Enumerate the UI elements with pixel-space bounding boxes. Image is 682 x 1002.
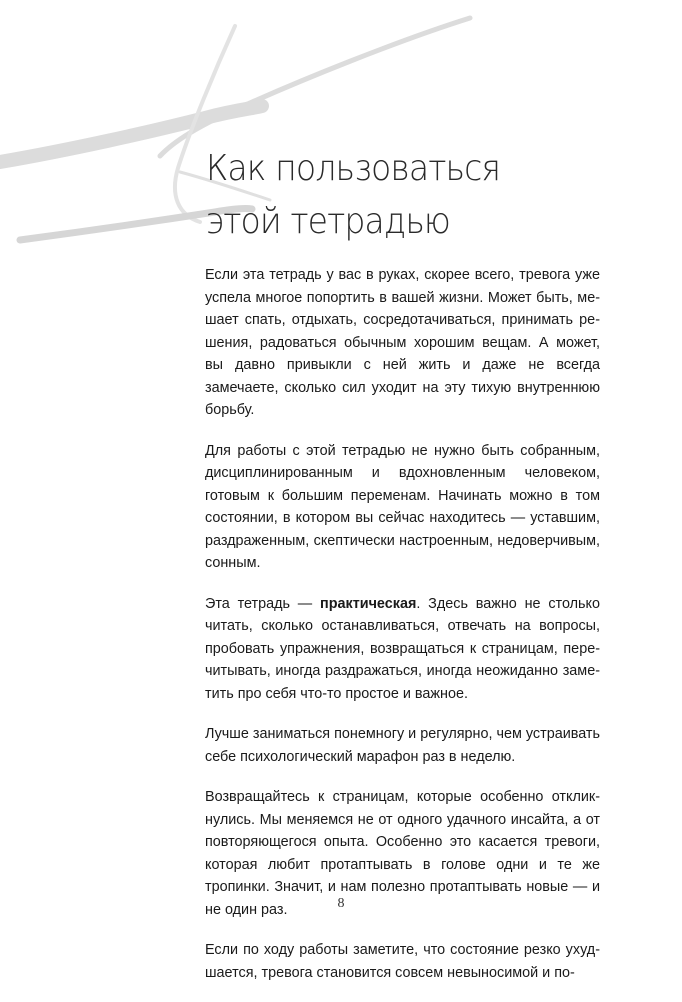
paragraph-2: Для работы с этой тетрадью не нужно быть собранным, дисциплинированным и вдохновленным человеком, готовым к большим переменам. Начинать можно в том состоянии, в котором вы сейчас находитесь — уставшим, раздраженным, скептически настроенным, недоверчивым, сонным.: [205, 442, 600, 571]
page-title: [206, 142, 611, 248]
paragraph-6: Если по ходу работы заметите, что состояние резко ухудшается, тревога становится совсем невыносимой и по-: [205, 942, 600, 981]
body-text: [205, 264, 600, 1002]
paragraph-4: Лучше заниматься понемногу и регулярно, чем устраивать себе психологический марафон раз в неделю.: [205, 726, 600, 765]
decor-stroke-2: [160, 18, 470, 156]
emphasis-practical: практическая: [320, 595, 417, 612]
paragraph-3-before: Эта тетрадь —: [205, 595, 320, 612]
page-number: 8: [337, 896, 345, 911]
paragraph-3: [205, 593, 600, 706]
title-line-1: Как пользоваться: [206, 148, 501, 189]
paragraph-5: Возвращайтесь к страницам, которые особенно откликнулись. Мы меняемся не от одного удачного инсайта, а от повторяющегося опыта. Особенно это касается тревоги, которая любит протаптывать в голове одни и те же тропинки. Значит, и нам полезно протаптывать новые — и не один раз.: [205, 789, 600, 918]
title-line-2: этой тетрадью: [206, 201, 450, 242]
paragraph-3-after: . Здесь важно не столько читать, сколько останавливаться, отвечать на вопросы, пробовать упражнения, возвращаться к страницам, перечитывать, иногда раздражаться, иногда неожиданно заметить про себя что-то простое и важное.: [205, 595, 600, 702]
paragraph-1: Если эта тетрадь у вас в руках, скорее всего, тревога уже успела многое попортить в вашей жизни. Может быть, мешает спать, отдыхать, сосредотачиваться, принимать решения, радоваться обычным хорошим вещам. А может, вы давно привыкли с ней жить и даже не всегда замечаете, сколько сил уходит на эту тихую внутреннюю борьбу.: [205, 267, 600, 418]
